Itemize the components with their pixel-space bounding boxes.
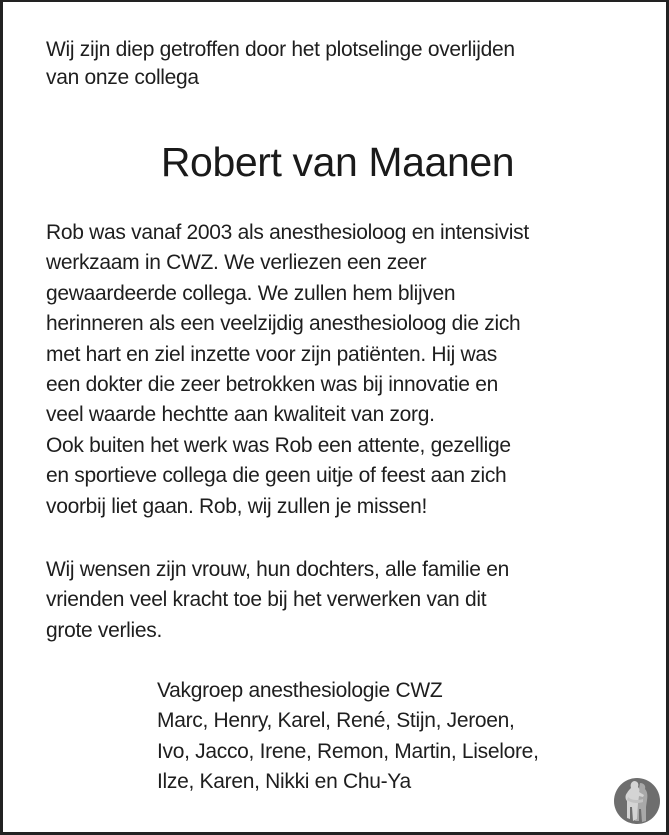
signature-block: [157, 676, 637, 798]
signature-names: Ivo, Jacco, Irene, Remon, Martin, Liselore,: [157, 739, 539, 763]
tribute-line: een dokter die zeer betrokken was bij innovatie en: [46, 373, 498, 397]
tribute-text: [46, 218, 646, 522]
tribute-line: Ook buiten het werk was Rob een attente, gezellige: [46, 433, 511, 457]
tribute-line: veel waarde hechtte aan kwaliteit van zorg.: [46, 403, 435, 427]
condolence-line: grote verlies.: [46, 618, 163, 642]
tribute-line: en sportieve collega die geen uitje of feest aan zich: [46, 464, 507, 488]
condolence-line: vrienden veel kracht toe bij het verwerken van dit: [46, 588, 487, 612]
tribute-line: voorbij liet gaan. Rob, wij zullen je missen!: [46, 494, 428, 518]
intro-line: van onze collega: [46, 66, 199, 89]
signature-names: Marc, Henry, Karel, René, Stijn, Jeroen,: [157, 709, 515, 733]
condolence-text: [46, 555, 646, 646]
tribute-line: met hart en ziel inzette voor zijn patiënten. Hij was: [46, 342, 497, 366]
condolence-line: Wij wensen zijn vrouw, hun dochters, alle familie en: [46, 558, 509, 581]
tribute-line: Rob was vanaf 2003 als anesthesioloog en intensivist: [46, 221, 529, 244]
tribute-line: herinneren als een veelzijdig anesthesioloog die zich: [46, 312, 521, 336]
tribute-line: werkzaam in CWZ. We verliezen een zeer: [46, 251, 427, 275]
signature-names: Ilze, Karen, Nikki en Chu-Ya: [157, 770, 411, 794]
tribute-line: gewaardeerde collega. We zullen hem blijven: [46, 281, 456, 305]
embracing-figures-icon: [613, 777, 661, 825]
intro-text: [46, 36, 646, 92]
deceased-name: Robert van Maanen: [160, 139, 515, 185]
signature-department: Vakgroep anesthesiologie CWZ: [157, 679, 443, 702]
intro-line: Wij zijn diep getroffen door het plotselinge overlijden: [46, 38, 515, 61]
